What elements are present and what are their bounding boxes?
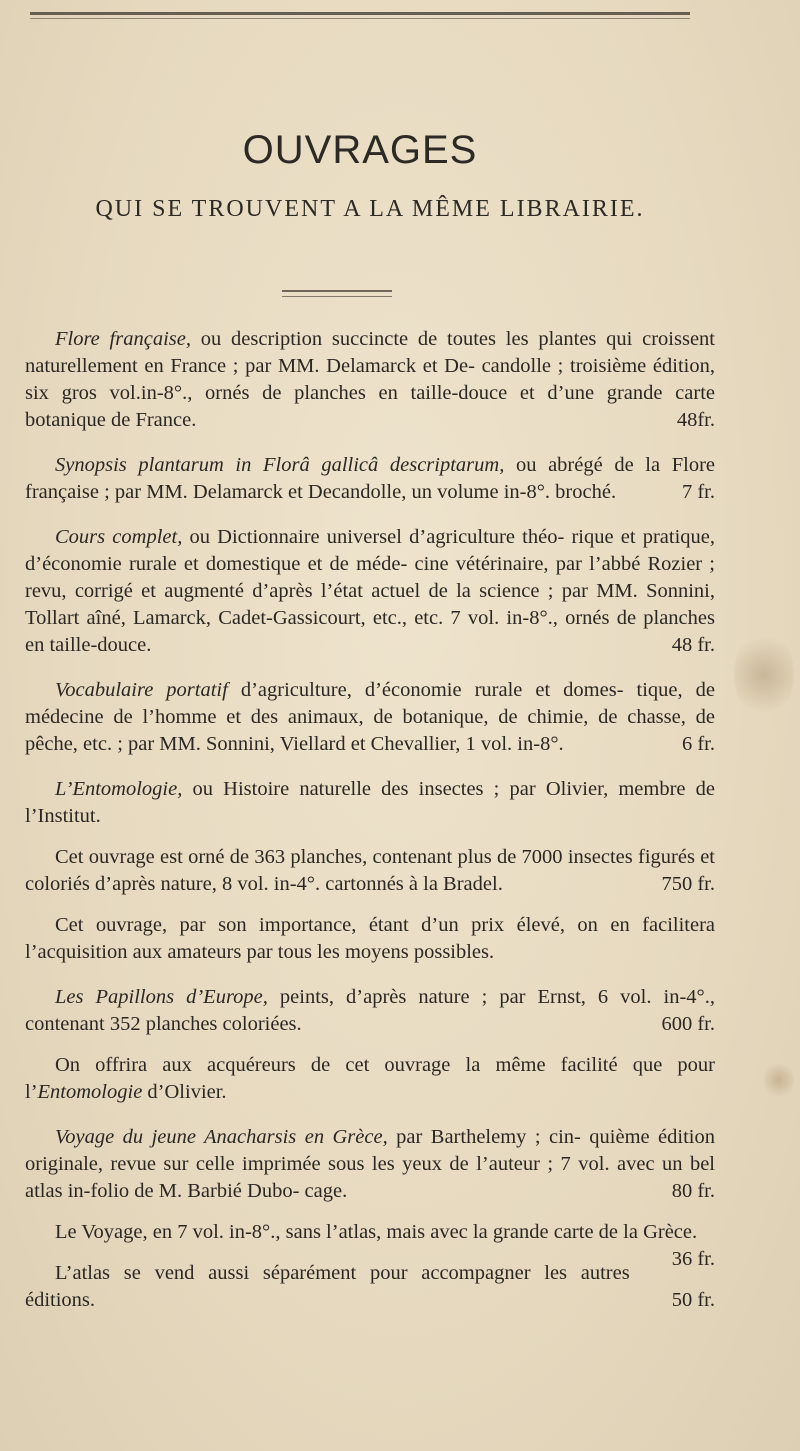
entry-price: 750 fr.: [661, 873, 715, 895]
entry-price: 48 fr.: [671, 634, 715, 656]
entry-title: Les Papillons d’Europe,: [55, 986, 268, 1008]
entry-price: 48fr.: [676, 409, 715, 431]
entry-price: 600 fr.: [661, 1013, 715, 1035]
entry-description: par Barthelemy ; cin- quième édition originale, revue sur celle imprimée sous les yeux de l’auteur ; 7 vol. avec un bel atlas in-folio de M. Barbié Dubo- cage.: [25, 1126, 715, 1202]
entry-title: L’Entomologie,: [55, 778, 183, 800]
paper-stain: [734, 630, 794, 720]
entry-text: [25, 677, 715, 758]
entry-note-text: Cet ouvrage, par son importance, étant d’un prix élevé, on en facilitera l’acquisition aux amateurs par tous les moyens possibles.: [25, 914, 715, 963]
section-rule: [282, 290, 392, 292]
entry-price: 6 fr.: [681, 733, 715, 755]
entry-title: Flore française,: [55, 328, 191, 350]
entry-note-text: Le Voyage, en 7 vol. in-8°., sans l’atlas, mais avec la grande carte de la Grèce.: [55, 1221, 698, 1243]
top-double-rule: [30, 12, 690, 15]
entry-note-italic: Entomologie: [37, 1081, 143, 1103]
entry-synopsis-plantarum: [25, 452, 715, 506]
entry-note: [25, 1260, 715, 1314]
entry-description: ou description succincte de toutes les plantes qui croissent naturellement en France ; par MM. Delamarck et De- candolle ; troisième édition, six gros vol.in-8°., ornés de planches en taille-douce et d’une grande carte botanique de France.: [25, 328, 716, 431]
entry-description: ou Histoire naturelle des insectes ; par Olivier, membre de l’Institut.: [25, 778, 715, 827]
entry-voyage-anacharsis: [25, 1124, 715, 1314]
page-subtitle: QUI SE TROUVENT A LA MÊME LIBRAIRIE.: [95, 196, 645, 222]
entry-note-text: Cet ouvrage est orné de 363 planches, contenant plus de 7000 insectes figurés et coloriés d’après nature, 8 vol. in-4°. cartonnés à la Bradel.: [25, 846, 715, 895]
entry-description: peints, d’après nature ; par Ernst, 6 vol. in-4°., contenant 352 planches coloriées.: [25, 986, 715, 1035]
entry-note: [25, 844, 715, 898]
entry-note-text: On offrira aux acquéreurs de cet ouvrage la même facilité que pour l’: [25, 1054, 715, 1103]
entry-text: [25, 452, 715, 506]
entry-note-text: L’atlas se vend aussi séparément pour accompagner les autres éditions.: [25, 1262, 630, 1311]
entry-entomologie: [25, 776, 715, 966]
entry-price: 50 fr.: [671, 1289, 715, 1311]
page-title: OUVRAGES: [242, 128, 478, 172]
entry-title: Voyage du jeune Anacharsis en Grèce,: [55, 1126, 388, 1148]
entry-title: Synopsis plantarum in Florâ gallicâ descriptarum,: [55, 454, 505, 476]
entry-title: Cours complet,: [55, 526, 183, 548]
entry-price: 36 fr.: [671, 1248, 715, 1270]
entry-text: [25, 984, 715, 1038]
paper-stain: [764, 1060, 794, 1100]
entry-text: [25, 776, 715, 830]
entry-papillons-europe: [25, 984, 715, 1106]
entry-text: [25, 326, 715, 434]
top-thin-rule: [30, 18, 690, 19]
entry-title: Vocabulaire portatif: [55, 679, 228, 701]
entry-text: [25, 524, 715, 659]
entry-price: 80 fr.: [671, 1180, 715, 1202]
book-list: [25, 326, 715, 1332]
entry-cours-complet: [25, 524, 715, 659]
entry-note: [25, 1219, 715, 1270]
entry-note: [25, 1052, 715, 1106]
entry-note: [25, 912, 715, 966]
entry-flore-francaise: [25, 326, 715, 434]
entry-description: ou abrégé de la Flore française ; par MM. Delamarck et Decandolle, un volume in-8°. broché.: [25, 454, 715, 503]
section-rule-thin: [282, 296, 392, 297]
entry-vocabulaire-portatif: [25, 677, 715, 758]
entry-price: 7 fr.: [681, 481, 715, 503]
entry-note-text: d’Olivier.: [142, 1081, 227, 1103]
entry-description: ou Dictionnaire universel d’agriculture théo- rique et pratique, d’économie rurale et domestique et de méde- cine vétérinaire, par l’abbé Rozier ; revu, corrigé et augmenté d’après l’état actuel de la science ; par MM. Sonnini, Tollart aîné, Lamarck, Cadet-Gassicourt, etc., etc. 7 vol. in-8°., ornés de planches en taille-douce.: [25, 526, 715, 656]
entry-description: d’agriculture, d’économie rurale et domes- tique, de médecine de l’homme et des animaux, de botanique, de chimie, de chasse, de pêche, etc. ; par MM. Sonnini, Viellard et Chevallier, 1 vol. in-8°.: [25, 679, 715, 755]
entry-text: [25, 1124, 715, 1205]
